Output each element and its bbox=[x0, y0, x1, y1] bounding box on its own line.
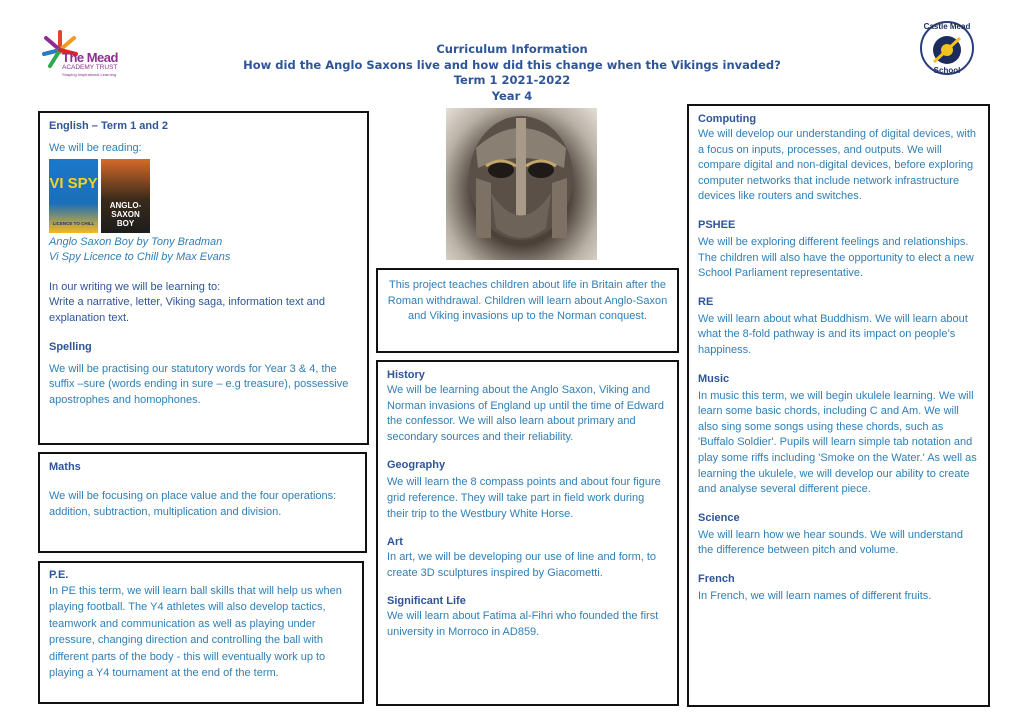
maths-panel bbox=[38, 452, 367, 553]
history-heading: History bbox=[387, 369, 425, 381]
header-term: Term 1 2021-2022 bbox=[453, 73, 571, 87]
castle-mead-school-logo bbox=[912, 16, 982, 78]
mead-academy-trust-logo bbox=[40, 28, 140, 78]
science-heading: Science bbox=[698, 511, 740, 524]
art-text: In art, we will be developing our use of line and form, to create 3D sculptures inspired by Giacometti. bbox=[387, 551, 657, 579]
helmet-icon bbox=[446, 108, 597, 260]
re-text: We will learn about what Buddhism. We will learn about what the 8-fold pathway is and its impact on people’s happiness. bbox=[698, 312, 968, 356]
geography-heading: Geography bbox=[387, 459, 446, 472]
french-heading: French bbox=[698, 572, 735, 585]
art-heading: Art bbox=[387, 536, 403, 549]
pshee-heading: PSHEE bbox=[698, 218, 736, 231]
science-text: We will learn how we hear sounds. We will understand the difference between pitch and volume. bbox=[698, 528, 963, 557]
book-title-1: Anglo Saxon Boy by Tony Bradman bbox=[49, 235, 223, 248]
maths-text: We will be focusing on place value and the four operations: addition, subtraction, multiplication and division. bbox=[49, 490, 337, 518]
middle-subjects-panel bbox=[376, 360, 679, 706]
logo-name: The Mead bbox=[62, 50, 118, 65]
reading-intro: We will be reading: bbox=[49, 142, 142, 154]
header-year: Year 4 bbox=[491, 88, 533, 103]
computing-heading: Computing bbox=[698, 113, 757, 125]
geography-text: We will learn the 8 compass points and about four figure grid reference. They will take part in field work during their trip to the Westbury White Horse. bbox=[387, 476, 661, 520]
book-title-2: Vi Spy Licence to Chill by Max Evans bbox=[49, 251, 231, 264]
crest-top-text: Castle Mead bbox=[923, 22, 971, 31]
pshee-text: We will be exploring different feelings and relationships. The children will also have the opportunity to elect a new School Parliament representative. bbox=[698, 235, 974, 280]
page-header bbox=[200, 42, 824, 104]
significant-life-heading: Significant Life bbox=[387, 595, 466, 608]
music-heading: Music bbox=[698, 372, 730, 385]
english-panel bbox=[38, 111, 369, 445]
project-text: This project teaches children about life in Britain after the Roman withdrawal. Children will learn about Anglo-Saxon and Viking invasions up to the Norman conquest. bbox=[387, 279, 668, 323]
logo-sub: ACADEMY TRUST bbox=[62, 64, 118, 71]
logo-tagline: Shaping Inspirational Learning bbox=[62, 72, 117, 77]
history-text: We will be learning about the Anglo Saxon, Viking and Norman invasions of England up until the time of Edward the confessor. We will also learn about primary and secondary sources and their reliability. bbox=[387, 384, 664, 443]
computing-text: We will develop our understanding of digital devices, with a focus on inputs, processes, and outputs. We will compare digital and non-digital devices, before exploring computer networks that include network infrastructure devices like routers and switches. bbox=[698, 128, 977, 203]
project-summary-panel bbox=[376, 268, 679, 353]
english-heading: English – Term 1 and 2 bbox=[49, 120, 168, 132]
music-text: In music this term, we will begin ukulele learning. We will learn some basic chords, including C and Am. We will also sing some songs using these chords, such as 'Buffalo Soldier'. Pupils will learn simple tab notation and play some riffs including 'Smoke on the Water.' As well as learning the ukulele, we will develop our ability to create and analyse several different piece. bbox=[698, 389, 977, 496]
pe-heading: P.E. bbox=[49, 569, 69, 581]
spelling-text: We will be practising our statutory words for Year 3 & 4, the suffix –sure (words ending in sure – e.g treasure), possessive apostrophes and homophones. bbox=[49, 362, 349, 406]
significant-life-text: We will learn about Fatima al-Fihri who founded the first university in Morroco in AD859. bbox=[387, 610, 659, 638]
anglo-saxon-boy-book-cover: ANGLO-SAXON BOY bbox=[101, 159, 150, 233]
writing-intro: In our writing we will be learning to: bbox=[49, 280, 221, 293]
pe-text: In PE this term, we will learn ball skills that will help us when playing football. The Y4 athletes will also develop tactics, teamwork and communication as well as playing under pressure, changing direction and controlling the ball with different parts of the body - this will eventually work up to playing a Y4 tournament at the end of the term. bbox=[49, 585, 342, 680]
pe-panel bbox=[38, 561, 364, 704]
french-text: In French, we will learn names of different fruits. bbox=[698, 589, 932, 602]
vi-spy-book-cover: VI SPY LICENCE TO CHILL bbox=[49, 159, 98, 233]
header-title: Curriculum Information bbox=[436, 42, 588, 56]
header-question: How did the Anglo Saxons live and how did this change when the Vikings invaded? bbox=[243, 57, 781, 72]
maths-heading: Maths bbox=[49, 461, 81, 473]
writing-text: Write a narrative, letter, Viking saga, information text and explanation text. bbox=[49, 296, 325, 324]
book-covers bbox=[49, 159, 358, 235]
re-heading: RE bbox=[698, 295, 714, 308]
anglo-saxon-helmet-photo bbox=[446, 108, 597, 260]
crest-bottom-text: School bbox=[933, 66, 961, 75]
right-subjects-panel bbox=[687, 104, 990, 707]
spelling-heading: Spelling bbox=[49, 340, 92, 353]
